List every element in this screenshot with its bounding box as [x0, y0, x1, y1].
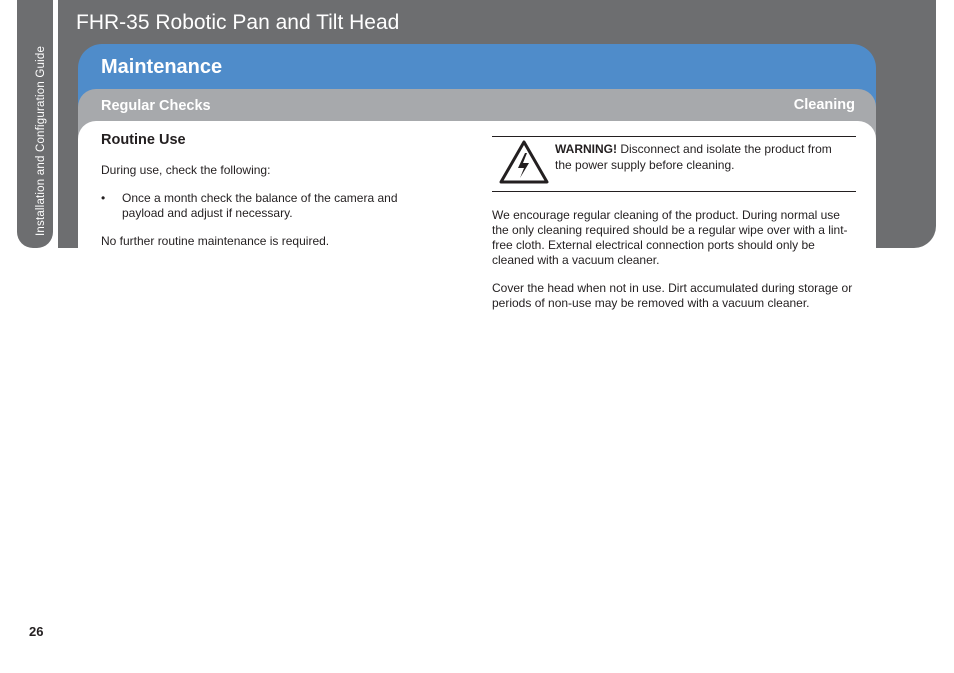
bullet-symbol: •	[101, 191, 106, 205]
subsection-title-left: Regular Checks	[101, 98, 211, 114]
routine-intro: During use, check the following:	[101, 163, 271, 177]
cleaning-column	[492, 208, 858, 324]
cleaning-paragraph-1: We encourage regular cleaning of the product. During normal use the only cleaning required should be a regular wipe over with a lint-free cloth. External electrical connection ports should only be cleaned with a vacuum cleaner.	[492, 208, 848, 267]
cleaning-paragraph-2: Cover the head when not in use. Dirt accumulated during storage or periods of non-use may be removed with a vacuum cleaner.	[492, 281, 853, 310]
warning-text	[555, 141, 845, 173]
warning-label: WARNING!	[555, 142, 617, 156]
routine-use-column	[101, 133, 431, 262]
warning-box	[492, 136, 856, 192]
list-item	[101, 191, 431, 221]
list-item-text: Once a month check the balance of the camera and payload and adjust if necessary.	[122, 191, 398, 220]
side-label: Installation and Configuration Guide	[35, 45, 47, 236]
subsection-title-right: Cleaning	[793, 97, 855, 113]
electrical-hazard-icon	[498, 139, 550, 185]
warning-message: Disconnect and isolate the product from the power supply before cleaning.	[555, 142, 832, 172]
section-title: Maintenance	[101, 56, 223, 78]
routine-closing: No further routine maintenance is required.	[101, 234, 330, 248]
routine-use-heading: Routine Use	[101, 132, 186, 148]
document-title: FHR-35 Robotic Pan and Tilt Head	[76, 11, 400, 34]
page-number: 26	[29, 624, 44, 639]
